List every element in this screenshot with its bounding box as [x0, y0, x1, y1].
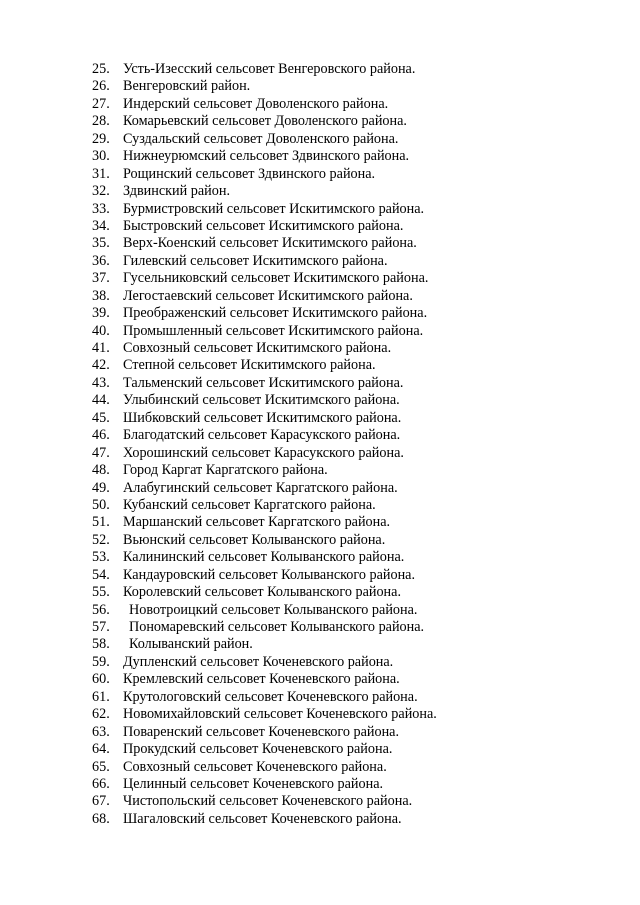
list-item [92, 201, 437, 218]
list-item [92, 340, 437, 357]
list-item [92, 410, 437, 427]
item-text: Благодатский сельсовет Карасукского района. [123, 427, 401, 444]
item-text: Хорошинский сельсовет Карасукского района. [123, 444, 404, 461]
item-number: 35. [92, 235, 110, 252]
item-number: 42. [92, 357, 110, 374]
list-item [92, 497, 437, 514]
list-item [92, 671, 437, 688]
item-text: Крутологовский сельсовет Коченевского района. [123, 688, 418, 705]
list-item [92, 636, 437, 653]
list-item [92, 811, 437, 828]
list-item [92, 619, 437, 636]
item-number: 48. [92, 462, 110, 479]
item-text: Промышленный сельсовет Искитимского района. [123, 322, 424, 339]
list-item [92, 253, 437, 270]
settlement-list [92, 61, 437, 828]
item-number: 40. [92, 322, 110, 339]
list-item [92, 131, 437, 148]
item-text: Поваренский сельсовет Коченевского района. [123, 723, 400, 740]
list-item [92, 462, 437, 479]
item-number: 52. [92, 531, 110, 548]
item-text: Степной сельсовет Искитимского района. [123, 357, 376, 374]
list-item [92, 427, 437, 444]
item-text: Маршанский сельсовет Каргатского района. [123, 514, 391, 531]
list-item [92, 549, 437, 566]
item-number: 32. [92, 183, 110, 200]
item-text: Верх-Коенский сельсовет Искитимского района. [123, 235, 417, 252]
item-number: 29. [92, 130, 110, 147]
item-number: 43. [92, 374, 110, 391]
list-item [92, 654, 437, 671]
item-text: Целинный сельсовет Коченевского района. [123, 775, 384, 792]
item-text: Колыванский район. [129, 636, 253, 653]
item-text: Шагаловский сельсовет Коченевского района. [123, 810, 402, 827]
item-number: 44. [92, 392, 110, 409]
item-text: Венгеровский район. [123, 78, 251, 95]
item-text: Кандауровский сельсовет Колыванского района. [123, 566, 416, 583]
item-text: Бурмистровский сельсовет Искитимского района. [123, 200, 425, 217]
item-text: Суздальский сельсовет Доволенского района. [123, 130, 399, 147]
item-text: Вьюнский сельсовет Колыванского района. [123, 531, 386, 548]
list-item [92, 532, 437, 549]
item-text: Город Каргат Каргатского района. [123, 462, 328, 479]
item-number: 56. [92, 601, 110, 618]
list-item [92, 514, 437, 531]
item-text: Гилевский сельсовет Искитимского района. [123, 252, 388, 269]
list-item [92, 288, 437, 305]
list-item [92, 61, 437, 78]
item-number: 34. [92, 217, 110, 234]
item-number: 51. [92, 514, 110, 531]
item-number: 60. [92, 671, 110, 688]
item-text: Кубанский сельсовет Каргатского района. [123, 496, 376, 513]
item-number: 27. [92, 95, 110, 112]
list-item [92, 78, 437, 95]
list-item [92, 480, 437, 497]
item-text: Совхозный сельсовет Коченевского района. [123, 758, 387, 775]
item-number: 33. [92, 200, 110, 217]
list-item [92, 96, 437, 113]
item-number: 31. [92, 165, 110, 182]
item-number: 30. [92, 148, 110, 165]
item-text: Усть-Изесский сельсовет Венгеровского района. [123, 61, 416, 77]
item-number: 58. [92, 636, 110, 653]
list-item [92, 392, 437, 409]
item-text: Совхозный сельсовет Искитимского района. [123, 340, 392, 356]
item-text: Здвинский район. [123, 183, 230, 200]
list-item [92, 724, 437, 741]
list-item [92, 218, 437, 235]
item-number: 55. [92, 584, 110, 601]
list-item [92, 741, 437, 758]
item-text: Гусельниковский сельсовет Искитимского района. [123, 270, 429, 287]
list-item [92, 602, 437, 619]
item-number: 37. [92, 270, 110, 287]
item-number: 47. [92, 444, 110, 461]
item-number: 25. [92, 61, 110, 77]
item-text: Улыбинский сельсовет Искитимского района. [123, 392, 400, 409]
list-item [92, 445, 437, 462]
list-item [92, 689, 437, 706]
item-text: Пономаревский сельсовет Колыванского района. [129, 619, 425, 635]
item-number: 28. [92, 113, 110, 130]
item-number: 65. [92, 758, 110, 775]
item-text: Нижнеурюмский сельсовет Здвинского района. [123, 148, 410, 165]
item-text: Индерский сельсовет Доволенского района. [123, 95, 389, 112]
list-item [92, 357, 437, 374]
item-number: 67. [92, 793, 110, 810]
item-text: Кремлевский сельсовет Коченевского района. [123, 671, 400, 688]
item-text: Рощинский сельсовет Здвинского района. [123, 165, 376, 182]
item-text: Дупленский сельсовет Коченевского района. [123, 653, 394, 670]
item-number: 64. [92, 741, 110, 758]
list-item [92, 166, 437, 183]
list-item [92, 567, 437, 584]
item-text: Прокудский сельсовет Коченевского района. [123, 741, 393, 758]
item-text: Новомихайловский сельсовет Коченевского района. [123, 706, 437, 723]
list-item [92, 235, 437, 252]
item-number: 26. [92, 78, 110, 95]
item-number: 53. [92, 549, 110, 566]
item-text: Новотроицкий сельсовет Колыванского района. [129, 601, 418, 618]
item-text: Королевский сельсовет Колыванского района. [123, 584, 401, 601]
item-text: Преображенский сельсовет Искитимского района. [123, 305, 428, 322]
list-item [92, 113, 437, 130]
item-number: 46. [92, 427, 110, 444]
item-number: 59. [92, 653, 110, 670]
item-number: 41. [92, 340, 110, 356]
list-item [92, 584, 437, 601]
item-text: Шибковский сельсовет Искитимского района. [123, 409, 402, 426]
item-number: 39. [92, 305, 110, 322]
item-number: 63. [92, 723, 110, 740]
list-item [92, 183, 437, 200]
item-number: 54. [92, 566, 110, 583]
item-number: 68. [92, 810, 110, 827]
list-item [92, 706, 437, 723]
item-text: Калининский сельсовет Колыванского района. [123, 549, 405, 566]
list-item [92, 305, 437, 322]
item-text: Тальменский сельсовет Искитимского района. [123, 374, 404, 391]
item-number: 57. [92, 619, 110, 635]
list-item [92, 776, 437, 793]
list-item [92, 270, 437, 287]
item-text: Алабугинский сельсовет Каргатского района. [123, 479, 398, 496]
item-number: 36. [92, 252, 110, 269]
item-text: Чистопольский сельсовет Коченевского района. [123, 793, 413, 810]
list-item [92, 323, 437, 340]
item-text: Комарьевский сельсовет Доволенского района. [123, 113, 407, 130]
item-text: Легостаевский сельсовет Искитимского района. [123, 287, 413, 304]
item-number: 38. [92, 287, 110, 304]
item-number: 66. [92, 775, 110, 792]
list-item [92, 793, 437, 810]
item-number: 61. [92, 688, 110, 705]
item-number: 62. [92, 706, 110, 723]
item-number: 50. [92, 496, 110, 513]
item-number: 45. [92, 409, 110, 426]
list-item [92, 148, 437, 165]
item-number: 49. [92, 479, 110, 496]
list-item [92, 759, 437, 776]
item-text: Быстровский сельсовет Искитимского района. [123, 217, 404, 234]
list-item [92, 375, 437, 392]
